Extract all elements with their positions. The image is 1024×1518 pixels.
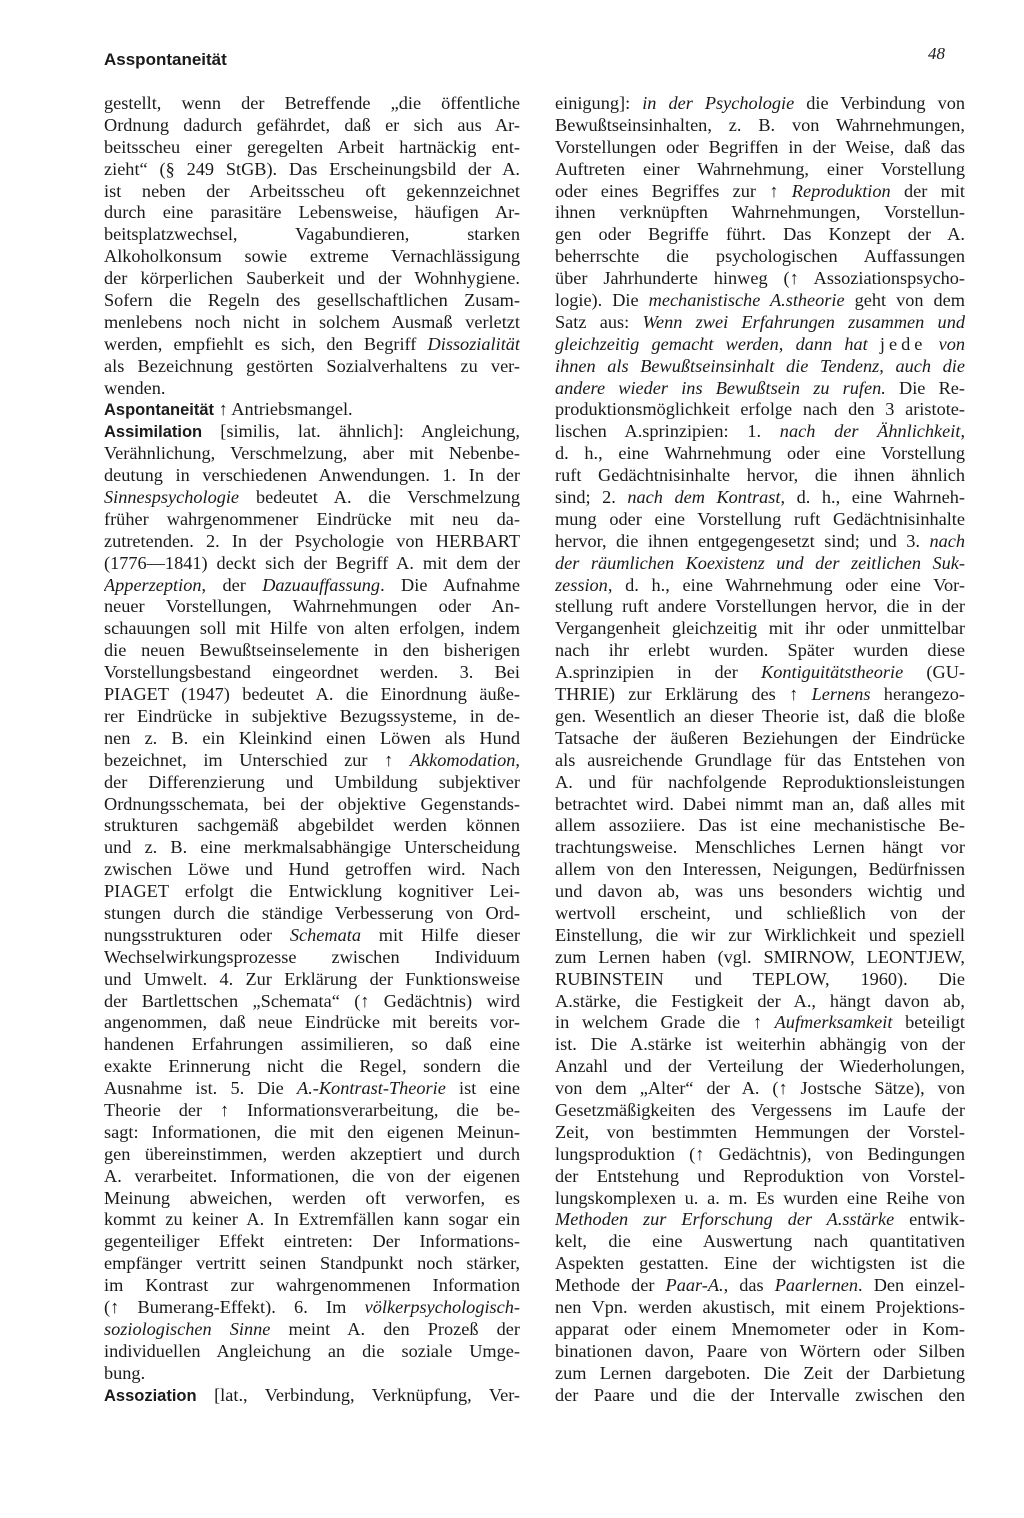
headword: Assoziation bbox=[104, 1386, 197, 1405]
text-line: gen. Wesentlich an dieser Theorie ist, daß die bloße bbox=[555, 705, 965, 726]
text-line: bezeichnet, im Unterschied zur ↑ Akkomodation, bbox=[104, 749, 520, 770]
text-line: früher wahrgenommener Eindrücke mit neu da- bbox=[104, 508, 520, 529]
text-line: Ordnungsschemata, bei der objektive Gegenstands- bbox=[104, 793, 520, 814]
text-line: Anzahl und der Verteilung der Wiederholungen, bbox=[555, 1056, 965, 1077]
text-line: beitsplatzwechsel, Vagabundieren, starken bbox=[104, 224, 520, 245]
text-line: Ordnung dadurch gefährdet, daß er sich aus Ar- bbox=[104, 114, 520, 135]
text-line: der Paare und die der Intervalle zwischen den bbox=[555, 1384, 965, 1405]
text-line: (↑ Bumerang-Effekt). 6. Im völkerpsychologisch- bbox=[104, 1296, 520, 1317]
text-line: Gesetzmäßigkeiten des Vergessens im Laufe der bbox=[555, 1099, 965, 1120]
text-line: deutung in verschiedenen Anwendungen. 1. In der bbox=[104, 465, 520, 486]
text-line: durch eine parasitäre Lebensweise, häufigen Ar- bbox=[104, 202, 520, 223]
text-line: als Bezeichnung gestörten Sozialverhaltens zu ver- bbox=[104, 355, 520, 376]
text-line: angenommen, daß neue Eindrücke mit bereits vor- bbox=[104, 1012, 520, 1033]
text-line: handenen Erfahrungen assimilieren, so daß eine bbox=[104, 1034, 520, 1055]
text-line: über Jahrhunderte hinweg (↑ Assoziationspsycho- bbox=[555, 268, 965, 289]
text-line: Methode der Paar-A., das Paarlernen. Den einzel- bbox=[555, 1275, 965, 1296]
text-line: individuellen Angleichung an die soziale Umge- bbox=[104, 1340, 520, 1361]
text-line: trachtungsweise. Menschliches Lernen hängt vor bbox=[555, 837, 965, 858]
text-line: Aspekten gestatten. Eine der wichtigsten ist die bbox=[555, 1253, 965, 1274]
text-line: gleichzeitig gemacht werden, dann hat jede von bbox=[555, 333, 965, 354]
text-line: Theorie der ↑ Informationsverarbeitung, die be- bbox=[104, 1099, 520, 1120]
text-line: hervor, die ihnen entgegengesetzt sind; und 3. nach bbox=[555, 530, 965, 551]
text-line: gegenteiliger Effekt eintreten: Der Informations- bbox=[104, 1231, 520, 1252]
text-line: und davon ab, was uns besonders wichtig und bbox=[555, 881, 965, 902]
text-line: zutretenden. 2. In der Psychologie von HERBART bbox=[104, 530, 520, 551]
text-line: einigung]: in der Psychologie die Verbindung von bbox=[555, 93, 965, 113]
right-column bbox=[555, 93, 965, 1406]
text-line: Vorstellungen oder Begriffen in der Weise, daß das bbox=[555, 136, 965, 157]
text-line: von dem „Alter“ der A. (↑ Jostsche Sätze), von bbox=[555, 1078, 965, 1099]
text-line: lischen A.sprinzipien: 1. nach der Ähnlichkeit, bbox=[555, 421, 965, 442]
text-line: oder eines Begriffes zur ↑ Reproduktion der mit bbox=[555, 180, 965, 201]
text-line: nen Vpn. werden akustisch, mit einem Projektions- bbox=[555, 1296, 965, 1317]
italic-term: Dissozialität bbox=[427, 333, 520, 354]
text-line: soziologischen Sinne meint A. den Prozeß der bbox=[104, 1318, 520, 1339]
text-line: d. h., eine Wahrnehmung oder eine Vorstellung bbox=[555, 443, 965, 464]
page-number: 48 bbox=[928, 44, 945, 63]
text-line: zwischen Löwe und Hund getroffen wird. Nach bbox=[104, 859, 520, 880]
text-line: menlebens noch nicht in solchem Ausmaß verletzt bbox=[104, 311, 520, 332]
text-line: lungsproduktion (↑ Gedächtnis), von Bedingungen bbox=[555, 1143, 965, 1164]
text-line: sind; 2. nach dem Kontrast, d. h., eine Wahrneh- bbox=[555, 487, 965, 508]
text-line: kommt zu keiner A. In Extremfällen kann sogar ein bbox=[104, 1209, 520, 1230]
headword: Assimilation bbox=[104, 423, 203, 442]
text-line: empfänger vertritt seinen Standpunkt noch stärker, bbox=[104, 1253, 520, 1274]
text-line: beitsscheu einer geregelten Arbeit hartnäckig ent- bbox=[104, 136, 520, 157]
text-line: gen oder Begriffe führt. Das Konzept der A. bbox=[555, 224, 965, 245]
text-line: mung oder eine Vorstellung ruft Gedächtnisinhalte bbox=[555, 508, 965, 529]
text-line: Sofern die Regeln des gesellschaftlichen Zusam- bbox=[104, 290, 520, 311]
text-line: Wechselwirkungsprozesse zwischen Individuum bbox=[104, 946, 520, 967]
text-line: Sinnespsychologie bedeutet A. die Verschmelzung bbox=[104, 487, 520, 508]
text-line: der Differenzierung und Umbildung subjektiver bbox=[104, 771, 520, 792]
text-line: beherrschte die psychologischen Auffassungen bbox=[555, 246, 965, 267]
text-line: Vergangenheit gleichzeitig mit ihr oder unmittelbar bbox=[555, 618, 965, 639]
text-line: allem assoziiere. Das ist eine mechanistische Be- bbox=[555, 815, 965, 836]
text-line: in welchem Grade die ↑ Aufmerksamkeit beteiligt bbox=[555, 1012, 965, 1033]
text-line: gen übereinstimmen, werden akzeptiert und durch bbox=[104, 1143, 520, 1164]
text-line: ist. Die A.stärke ist weiterhin abhängig von der bbox=[555, 1034, 965, 1055]
text-line: kelt, die eine Auswertung nach quantitativen bbox=[555, 1231, 965, 1252]
text-line: A.stärke, die Festigkeit der A., hängt davon ab, bbox=[555, 990, 965, 1011]
text-line: Zeit, von bestimmten Hemmungen der Vorstel- bbox=[555, 1121, 965, 1142]
text-line: Tatsache der äußeren Beziehungen der Eindrücke bbox=[555, 727, 965, 748]
text-line: werden, empfiehlt es sich, den Begriff Dissozialität bbox=[104, 333, 520, 354]
text-line: binationen davon, Paare von Wörtern oder Silben bbox=[555, 1340, 965, 1361]
entry-assoziation: Assoziation [lat., Verbindung, Verknüpfung, Ver- bbox=[104, 1384, 520, 1405]
text-line: stungen durch die ständige Verbesserung von Ord- bbox=[104, 902, 520, 923]
text-line: wertvoll erscheint, und schließlich von der bbox=[555, 902, 965, 923]
text-line: apparat oder einem Mnemometer oder in Kom- bbox=[555, 1318, 965, 1339]
text-line: Methoden zur Erforschung der A.sstärke entwik- bbox=[555, 1209, 965, 1230]
text-line: ihnen als Bewußtseinsinhalt die Tendenz, auch die bbox=[555, 355, 965, 376]
text-line: A. und für nachfolgende Reproduktionsleistungen bbox=[555, 771, 965, 792]
text-line: neuer Vorstellungen, Wahrnehmungen oder An- bbox=[104, 596, 520, 617]
text-line: der körperlichen Sauberkeit und der Wohnhygiene. bbox=[104, 268, 520, 289]
text-line: Einstellung, die wir zur Wirklichkeit und speziell bbox=[555, 924, 965, 945]
text-line: PIAGET (1947) bedeutet A. die Einordnung äuße- bbox=[104, 684, 520, 705]
text-line: ruft Gedächtnisinhalte hervor, die ihnen ähnlich bbox=[555, 465, 965, 486]
text-line: nen z. B. ein Kleinkind einen Löwen als Hund bbox=[104, 727, 520, 748]
text-line: und Umwelt. 4. Zur Erklärung der Funktionsweise bbox=[104, 968, 520, 989]
text-line: als ausreichende Grundlage für das Entstehen von bbox=[555, 749, 965, 770]
text-line: wenden. bbox=[104, 377, 166, 398]
headword: Aspontaneität bbox=[104, 401, 215, 420]
text-line: stellung ruft andere Vorstellungen hervor, die in der bbox=[555, 596, 965, 617]
text-line: und z. B. eine merkmalsabhängige Unterscheidung bbox=[104, 837, 520, 858]
text-line: der Entstehung und Reproduktion von Vorstel- bbox=[555, 1165, 965, 1186]
text-line: sagt: Informationen, die mit den eigenen Meinun- bbox=[104, 1121, 520, 1142]
running-head: Asspontaneität bbox=[104, 50, 227, 69]
text-line: Ausnahme ist. 5. Die A.-Kontrast-Theorie ist eine bbox=[104, 1078, 520, 1099]
text-line: nungsstrukturen oder Schemata mit Hilfe dieser bbox=[104, 924, 520, 945]
text-line: Verähnlichung, Verschmelzung, aber mit Nebenbe- bbox=[104, 443, 520, 464]
text-line: THRIE) zur Erklärung des ↑ Lernens herangezo- bbox=[555, 684, 965, 705]
text-line: gestellt, wenn der Betreffende „die öffentliche bbox=[104, 93, 520, 113]
text-line: die neuen Bewußtseinselemente in den bisherigen bbox=[104, 640, 520, 661]
text-line: Alkoholkonsum sowie extreme Vernachlässigung bbox=[104, 246, 520, 267]
text-line: zum Lernen haben (vgl. SMIRNOW, LEONTJEW, bbox=[555, 946, 965, 967]
text-line: (1776—1841) deckt sich der Begriff A. mit dem der bbox=[104, 552, 520, 573]
text-line: lungskomplexen u. a. m. Es wurden eine Reihe von bbox=[555, 1187, 965, 1208]
text-line: Satz aus: Wenn zwei Erfahrungen zusammen und bbox=[555, 311, 965, 332]
text-line: produktionsmöglichkeit erfolge nach den 3 aristote- bbox=[555, 399, 965, 420]
entry-assimilation: Assimilation [similis, lat. ähnlich]: Angleichung, bbox=[104, 421, 520, 442]
text-line: rer Eindrücke in subjektive Bezugssysteme, in de- bbox=[104, 705, 520, 726]
text-line: Meinung abweichen, werden oft verworfen, es bbox=[104, 1187, 520, 1208]
text-line: Auftreten einer Wahrnehmung, einer Vorstellung bbox=[555, 158, 965, 179]
text-line: zum Lernen dargeboten. Die Zeit der Darbietung bbox=[555, 1362, 965, 1383]
text-line: RUBINSTEIN und TEPLOW, 1960). Die bbox=[555, 968, 965, 989]
left-column bbox=[104, 93, 520, 1406]
text-line: Vorstellungsbestand eingeordnet werden. 3. Bei bbox=[104, 662, 520, 683]
text-line: schauungen soll mit Hilfe von alten erfolgen, indem bbox=[104, 618, 520, 639]
text-line: zieht“ (§ 249 StGB). Das Erscheinungsbild der A. bbox=[104, 158, 520, 179]
text-line: andere wieder ins Bewußtsein zu rufen. Die Re- bbox=[555, 377, 965, 398]
text-line: strukturen sachgemäß abgebildet werden können bbox=[104, 815, 520, 836]
text-line: exakte Erinnerung nicht die Regel, sondern die bbox=[104, 1056, 520, 1077]
text-line: allem von den Interessen, Neigungen, Bedürfnissen bbox=[555, 859, 965, 880]
text-line: zession, d. h., eine Wahrnehmung oder eine Vor- bbox=[555, 574, 965, 595]
text-line: der räumlichen Koexistenz und der zeitlichen Suk- bbox=[555, 552, 965, 573]
text-line: PIAGET erfolgt die Entwicklung kognitiver Lei- bbox=[104, 881, 520, 902]
text-line: A. verarbeitet. Informationen, die von der eigenen bbox=[104, 1165, 520, 1186]
text-line: bung. bbox=[104, 1362, 146, 1383]
text-line: ist neben der Arbeitsscheu oft gekennzeichnet bbox=[104, 180, 520, 201]
entry-aspontaneitaet: Aspontaneität ↑ Antriebsmangel. bbox=[104, 399, 353, 420]
text-line: der Bartlettschen „Schemata“ (↑ Gedächtnis) wird bbox=[104, 990, 520, 1011]
text-line: A.sprinzipien in der Kontiguitätstheorie (GU- bbox=[555, 662, 965, 683]
text-line: betrachtet wird. Dabei nimmt man an, daß alles mit bbox=[555, 793, 965, 814]
text-line: nach ihr erlebt wurden. Später wurden diese bbox=[555, 640, 965, 661]
text-line: Apperzeption, der Dazuauffassung. Die Aufnahme bbox=[104, 574, 520, 595]
text-line: Bewußtseinsinhalten, z. B. von Wahrnehmungen, bbox=[555, 114, 965, 135]
text-line: logie). Die mechanistische A.stheorie geht von dem bbox=[555, 290, 965, 311]
text-line: im Kontrast zur wahrgenommenen Information bbox=[104, 1275, 520, 1296]
text-line: ihnen verknüpften Wahrnehmungen, Vorstellun- bbox=[555, 202, 965, 223]
